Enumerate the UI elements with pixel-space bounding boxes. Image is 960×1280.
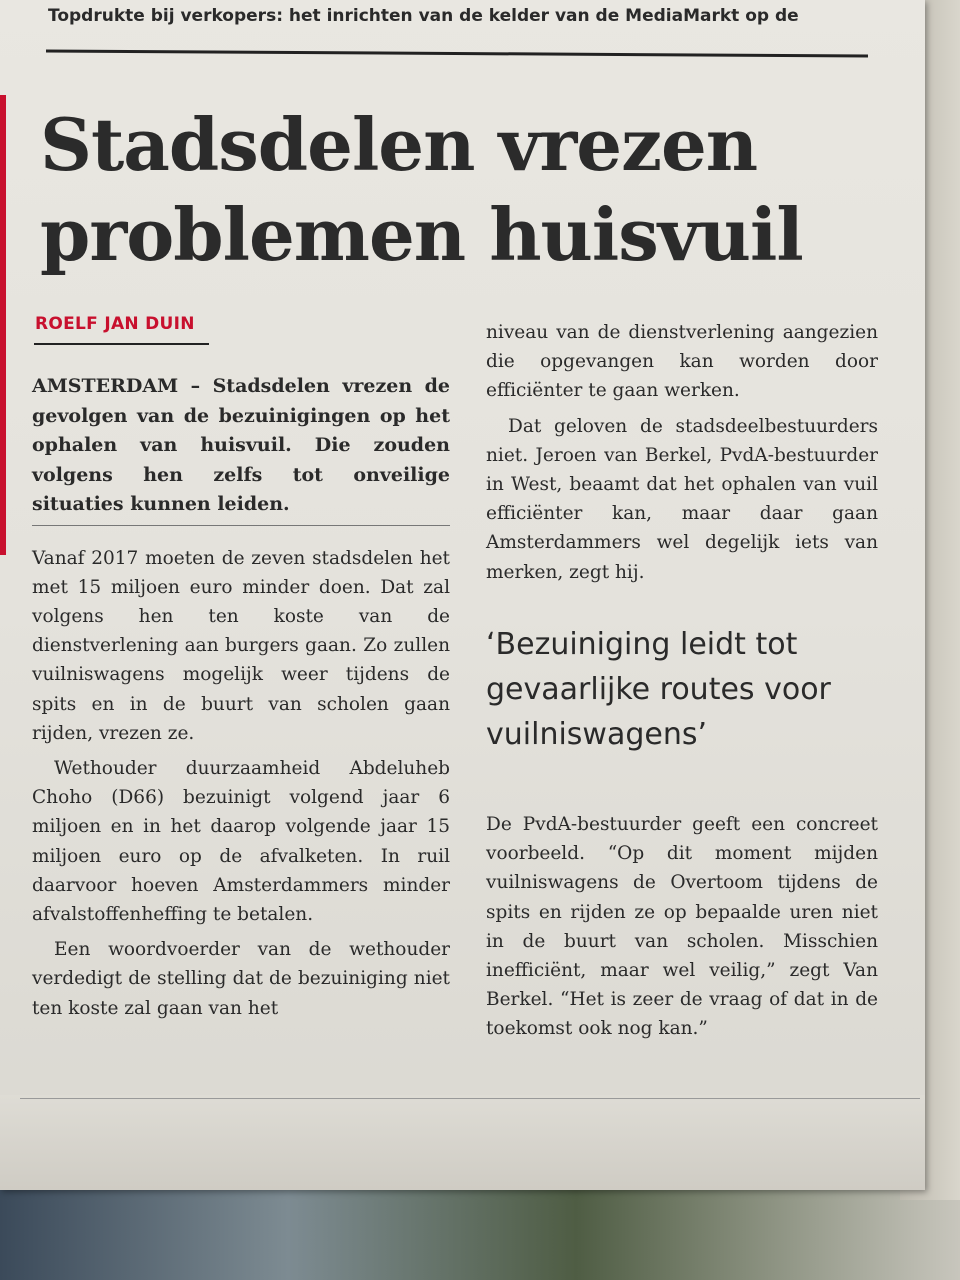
column-2 bbox=[486, 318, 878, 593]
lead-divider bbox=[32, 525, 450, 526]
body-paragraph: niveau van de dienstverlening aangezien die opgevangen kan worden door efficiënter te gaan werken. bbox=[486, 322, 878, 402]
body-paragraph: Dat geloven de stadsdeelbestuurders niet. Jeroen van Berkel, PvdA-bestuurder in West, beaamt dat het ophalen van vuil efficiënter kan, maar daar gaan Amsterdammers wel degelijk iets van merken, zegt hij. bbox=[486, 415, 878, 583]
author-byline: ROELF JAN DUIN bbox=[35, 314, 195, 334]
table-background bbox=[0, 1180, 960, 1280]
top-divider bbox=[46, 49, 868, 57]
teaser-line: Topdrukte bij verkopers: het inrichten van de kelder van de MediaMarkt op de bbox=[48, 6, 799, 26]
pull-quote: ‘Bezuiniging leidt tot gevaarlijke routes voor vuilniswagens’ bbox=[486, 627, 831, 752]
headline-line-1: Stadsdelen vrezen bbox=[40, 102, 758, 187]
lead-paragraph: AMSTERDAM – Stadsdelen vrezen de gevolgen van de bezuinigingen op het ophalen van huisvuil. Die zouden volgens hen zelfs tot onveilige situaties kunnen leiden. bbox=[32, 375, 450, 515]
column-3 bbox=[486, 810, 878, 1050]
paper-bottom-margin bbox=[0, 1095, 925, 1190]
body-paragraph: Wethouder duurzaamheid Abdeluheb Choho (D66) bezuinigt volgend jaar 6 miljoen en in het daarop volgende jaar 15 miljoen euro op de afvalketen. In ruil daarvoor hoeven Amsterdammers minder afvalstoffenheffing te betalen. bbox=[32, 757, 450, 925]
bottom-divider bbox=[20, 1098, 920, 1099]
red-accent-bar bbox=[0, 95, 6, 555]
body-paragraph: Vanaf 2017 moeten de zeven stadsdelen het met 15 miljoen euro minder doen. Dat zal volgens hen ten koste van de dienstverlening aan burgers gaan. Zo zullen vuilniswagens mogelijk weer tijdens de spits en in de buurt van scholen gaan rijden, vrezen ze. bbox=[32, 547, 450, 744]
headline-line-2: problemen huisvuil bbox=[40, 192, 803, 277]
article-headline bbox=[40, 100, 870, 280]
body-paragraph: De PvdA-bestuurder geeft een concreet voorbeeld. “Op dit moment mijden vuilniswagens de Overtoom tijdens de spits en rijden ze op bepaalde uren niet in de buurt van scholen. Misschien inefficiënt, maar wel veilig,” zegt Van Berkel. “Het is zeer de vraag of dat in de toekomst ook nog kan.” bbox=[486, 814, 878, 1040]
column-1 bbox=[32, 372, 450, 1029]
byline-divider bbox=[34, 343, 209, 345]
body-paragraph: Een woordvoerder van de wethouder verdedigt de stelling dat de bezuiniging niet ten koste zal gaan van het bbox=[32, 939, 450, 1019]
